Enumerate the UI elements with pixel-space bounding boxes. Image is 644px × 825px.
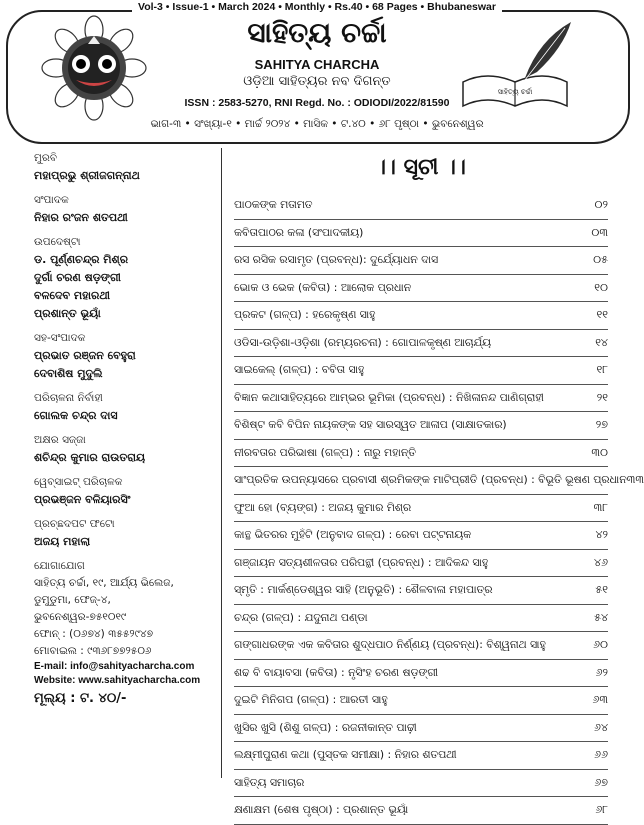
credit-role-label: ଉପଦେଷ୍ଟା <box>34 236 81 248</box>
toc-row <box>234 605 608 633</box>
toc-entry-title: ଲକ୍ଷ୍ମୀପୁରାଣ କଥା (ପୁସ୍ତକ ସମୀକ୍ଷା) : ନିହାର ଶତପଥୀ <box>234 748 457 762</box>
toc-entry-page: ୩୦ <box>591 445 608 459</box>
toc-row <box>234 687 608 715</box>
toc-entry-title: ପାଠକଙ୍କ ମତାମତ <box>234 198 313 212</box>
toc-entry-page: ୬୮ <box>595 803 608 817</box>
credit-name: ବଳଦେବ ମହାରଥୀ <box>34 289 110 302</box>
open-book-quill-icon <box>455 18 575 120</box>
toc-row <box>234 357 608 385</box>
toc-entry-title: ପ୍ରକଟ (ଗଳ୍ପ) : ହରେକୃଷ୍ଣ ସାହୁ <box>234 308 376 322</box>
toc-row <box>234 412 608 440</box>
credit-group <box>34 516 219 551</box>
toc-entry-page: ୪୨ <box>595 528 608 542</box>
credit-role-label: ସହ-ସଂପାଦକ <box>34 332 86 344</box>
credit-role-label: ସଂପାଦକ <box>34 194 69 206</box>
toc-entry-title: ଗଙ୍ଗାଧରଙ୍କ ଏକ କବିତାର ଶୁଦ୍ଧପାଠ ନିର୍ଣ୍ଣୟ (ପ୍ରବନ୍ଧ): ବିଶ୍ୱନାଥ ସାହୁ <box>234 638 546 652</box>
toc-entry-title: ଚନ୍ଦ୍ର (ଗଳ୍ପ) : ଯଦୁନାଥ ପଣ୍ଡା <box>234 610 368 624</box>
toc-row <box>234 522 608 550</box>
toc-entry-page: ୦୩ <box>591 225 608 239</box>
table-of-contents <box>234 150 644 825</box>
magazine-tagline: ଓଡ଼ିଆ ସାହିତ୍ୟର ନବ ଦିଗନ୍ତ <box>243 74 391 89</box>
toc-entry-page: ୧୪ <box>595 335 608 349</box>
toc-entry-page: ୬୬ <box>594 748 608 762</box>
credit-group <box>34 234 219 323</box>
toc-row <box>234 715 608 743</box>
address-line: ଡୁମୁଡୁମା, ଫେଜ୍-୪, <box>34 594 111 606</box>
toc-row <box>234 247 608 275</box>
toc-entry-title: ବିଶିଷ୍ଟ କବି ବିପିନ ନାୟକଙ୍କ ସହ ସାରସ୍ୱତ ଆଳାପ (ସାକ୍ଷାତକାର) <box>234 418 507 432</box>
toc-row <box>234 385 608 413</box>
toc-entry-title: କାନ୍ଥ ଭିତରର ମୁହଁଟି (ଅନୁବାଦ ଗଳ୍ପ) : ରେବା ପଟ୍ଟନାୟକ <box>234 528 472 542</box>
phone-number: ଫୋନ୍ : (୦୬୭୪) ୩୫୫୨୯୪୭ <box>34 628 154 640</box>
toc-entry-title: ନୀରବତାର ପରିଭାଷା (ଗଳ୍ପ) : ନାରୁ ମହାନ୍ତି <box>234 445 416 459</box>
toc-heading: ।। ସୂଚୀ ।। <box>376 155 466 180</box>
credit-name: ଦେବାଶିଷ ମୁଦୁଲି <box>34 367 103 380</box>
toc-row <box>234 632 608 660</box>
toc-entry-page: ୧୧ <box>596 308 608 322</box>
toc-row <box>234 192 608 220</box>
credit-role-label: ପରିଚାଳନା ନିର୍ବାହୀ <box>34 392 103 404</box>
email-link[interactable]: E-mail: info@sahityacharcha.com <box>34 661 195 672</box>
toc-entry-title: ଦୁଇଟି ମିନିଗପ (ଗଳ୍ପ) : ଆରତୀ ସାହୁ <box>234 693 388 707</box>
toc-entry-title: ସାଇକେଲ୍ (ଗଳ୍ପ) : ବବିତା ସାହୁ <box>234 363 365 377</box>
mobile-number: ମୋବାଇଲ : ୯୩୬୮୭୭୨୫୦୬ <box>34 645 152 657</box>
credit-group <box>34 330 219 383</box>
website-link[interactable]: Website: www.sahityacharcha.com <box>34 675 201 686</box>
toc-entry-page: ୪୬ <box>594 555 608 569</box>
credit-role-label: ମୁରବି <box>34 152 57 164</box>
toc-entry-title: ସାହିତ୍ୟ ସମାଚାର <box>234 775 305 789</box>
toc-list <box>234 192 644 825</box>
credit-group <box>34 474 219 509</box>
address-line: ଭୁବନେଶ୍ୱର-୭୫୧୦୧୯ <box>34 611 127 623</box>
toc-row <box>234 302 608 330</box>
credit-role-label: ୱେବ୍‌ସାଇଟ୍ ପରିଚାଳକ <box>34 476 123 488</box>
masthead-top-line: Vol-3 • Issue-1 • March 2024 • Monthly • Rs.40 • 68 Pages • Bhubaneswar <box>0 1 634 13</box>
credit-name: ଦୁର୍ଗା ଚରଣ ଷଡ଼ଙ୍ଗୀ <box>34 271 121 284</box>
credit-name: ଶଚିନ୍ଦ୍ର କୁମାର ରାଉତରାୟ <box>34 451 146 464</box>
issue-line-odia: ଭାଗ-୩ • ସଂଖ୍ୟା-୧ • ମାର୍ଚ୍ଚ ୨୦୨୪ • ମାସିକ • ଟ.୪୦ • ୬୮ ପୃଷ୍ଠା • ଭୁବନେଶ୍ୱର <box>0 118 634 131</box>
toc-entry-page: ୩୮ <box>593 500 608 514</box>
toc-entry-page: ୬୪ <box>594 720 608 734</box>
credit-role-label: ପ୍ରଚ୍ଛଦପଟ ଫଟୋ <box>34 518 115 530</box>
magazine-title-odia: ସାହିତ୍ୟ ଚର୍ଚ୍ଚା <box>247 16 387 49</box>
toc-entry-title: ଶଢ ବି ବାୟାବସା (କବିତା) : ନୃସିଂହ ଚରଣ ଷଡ଼ଙ୍ଗୀ <box>234 665 439 679</box>
credit-group <box>34 432 219 467</box>
toc-entry-title: ସ୍ମୃତି : ମାର୍କଣ୍ଡେଶ୍ୱର ସାହି (ଅନୁଭୂତି) : ଶୈଳବାଳା ମହାପାତ୍ର <box>234 583 493 597</box>
toc-entry-page: ୫୧ <box>595 583 608 597</box>
toc-entry-title: ରସ ରସିକ ରସାମୃତ (ପ୍ରବନ୍ଧ): ଦୁର୍ଯ୍ୟୋଧନ ଦାସ <box>234 253 439 267</box>
price-label: ମୂଲ୍ୟ : ଟ. ୪୦/- <box>34 691 127 706</box>
toc-row <box>234 220 608 248</box>
credit-name: ନିହାର ରଂଜନ ଶତପଥୀ <box>34 211 128 224</box>
toc-row <box>234 550 608 578</box>
toc-entry-page: ୬୩ <box>592 693 608 707</box>
magazine-title-english: SAHITYA CHARCHA <box>254 57 380 72</box>
toc-row <box>234 742 608 770</box>
credit-role-label: ଅକ୍ଷର ସଜ୍ଜା <box>34 434 86 446</box>
contact-block <box>34 558 219 706</box>
toc-entry-title: କ୍ଷଣାକ୍ଷମ (ଶେଷ ପୃଷ୍ଠା) : ପ୍ରଶାନ୍ତ ଭୂୟାଁ <box>234 803 409 817</box>
toc-row <box>234 467 644 495</box>
credit-group <box>34 150 219 185</box>
toc-entry-page: ୦୨ <box>594 198 608 212</box>
toc-row <box>234 495 608 523</box>
toc-entry-title: ଗଞ୍ଜାୟନ ସତ୍ୟଶୀଳତାର ପରିପନ୍ଥୀ (ପ୍ରବନ୍ଧ) : ଆଦିକନ୍ଦ ସାହୁ <box>234 555 489 569</box>
toc-entry-page: ୫୪ <box>594 610 608 624</box>
masthead-credits <box>34 150 219 713</box>
toc-entry-page: ୦୫ <box>593 253 608 267</box>
toc-entry-page: ୩୩ <box>626 473 644 487</box>
toc-row <box>234 660 608 688</box>
address-line: ସାହିତ୍ୟ ଚର୍ଚ୍ଚା, ୧୯, ଆର୍ଯ୍ୟ ଭିଲେଜ, <box>34 577 174 589</box>
toc-entry-title: କବିତାପାଠର କଳା (ସଂପାଦକୀୟ) <box>234 225 364 239</box>
contact-label: ଯୋଗାଯୋଗ <box>34 560 85 572</box>
toc-entry-page: ୧୦ <box>594 280 608 294</box>
credit-name: ପ୍ରଭଞ୍ଜନ ବଳିୟାରସିଂ <box>34 493 131 506</box>
credit-group <box>34 192 219 227</box>
toc-entry-page: ୬୦ <box>593 638 608 652</box>
credit-name: ମହାପ୍ରଭୁ ଶ୍ରୀଜଗନ୍ନାଥ <box>34 169 140 182</box>
toc-entry-page: ୨୭ <box>595 418 608 432</box>
toc-entry-title: ସାଂପ୍ରତିକ ଉପନ୍ୟାସରେ ପ୍ରବାସୀ ଶ୍ରମିକଙ୍କ ମାଟିପ୍ରୀତି (ପ୍ରବନ୍ଧ) : ବିଭୂତି ଭୂଷଣ ପ୍ରଧାନ <box>234 473 627 487</box>
toc-entry-page: ୧୮ <box>596 363 608 377</box>
toc-row <box>234 770 608 798</box>
credit-name: ଅଜୟ ମହାଲା <box>34 535 91 548</box>
credit-group <box>34 390 219 425</box>
toc-row <box>234 577 608 605</box>
toc-entry-title: ଫୁଆ ହୋ (ବ୍ୟଙ୍ଗ) : ଅଜୟ କୁମାର ମିଶ୍ର <box>234 500 412 514</box>
issn-line: ISSN : 2583-5270, RNI Regd. No. : ODIODI/2022/81590 <box>184 97 450 109</box>
book-label: ସାହିତ୍ୟ ଚର୍ଚ୍ଚା <box>497 88 533 96</box>
toc-row <box>234 440 608 468</box>
credit-name: ଗୋଲକ ଚନ୍ଦ୍ର ଦାସ <box>34 409 118 422</box>
toc-entry-page: ୬୭ <box>594 775 608 789</box>
toc-row <box>234 797 608 825</box>
credit-name: ଡ. ପୂର୍ଣ୍ଣଚନ୍ଦ୍ର ମିଶ୍ର <box>34 253 129 266</box>
credit-name: ପ୍ରଭାତ ରଞ୍ଜନ ବେହୁରା <box>34 349 136 362</box>
toc-entry-title: ଭୋକ ଓ ଭେକ (କବିତା) : ଆଲୋକ ପ୍ରଧାନ <box>234 280 412 294</box>
toc-entry-title: ଖୁସିର ଖୁସି (ଶିଶୁ ଗଳ୍ପ) : ରଜନୀକାନ୍ତ ପାଢ଼ୀ <box>234 720 417 734</box>
toc-entry-page: ୬୨ <box>595 665 608 679</box>
toc-entry-title: ବିଜ୍ଞାନ କଥାସାହିତ୍ୟରେ ଆମ୍ଭର ଭୂମିକା (ପ୍ରବନ୍ଧ) : ନିଖିଳାନନ୍ଦ ପାଣିଗ୍ରାହୀ <box>234 390 544 404</box>
credit-name: ପ୍ରଶାନ୍ତ ଭୂୟାଁ <box>34 307 101 320</box>
toc-entry-page: ୨୧ <box>596 390 608 404</box>
toc-row <box>234 330 608 358</box>
toc-row <box>234 275 608 303</box>
column-divider <box>221 148 222 778</box>
toc-entry-title: ଓଡିସା-ଉଡ଼ିଶା-ଓଡ଼ିଶା (ରମ୍ୟରଚନା) : ଗୋପାଳକୃଷ୍ଣ ଆଚାର୍ଯ୍ୟ <box>234 335 491 349</box>
